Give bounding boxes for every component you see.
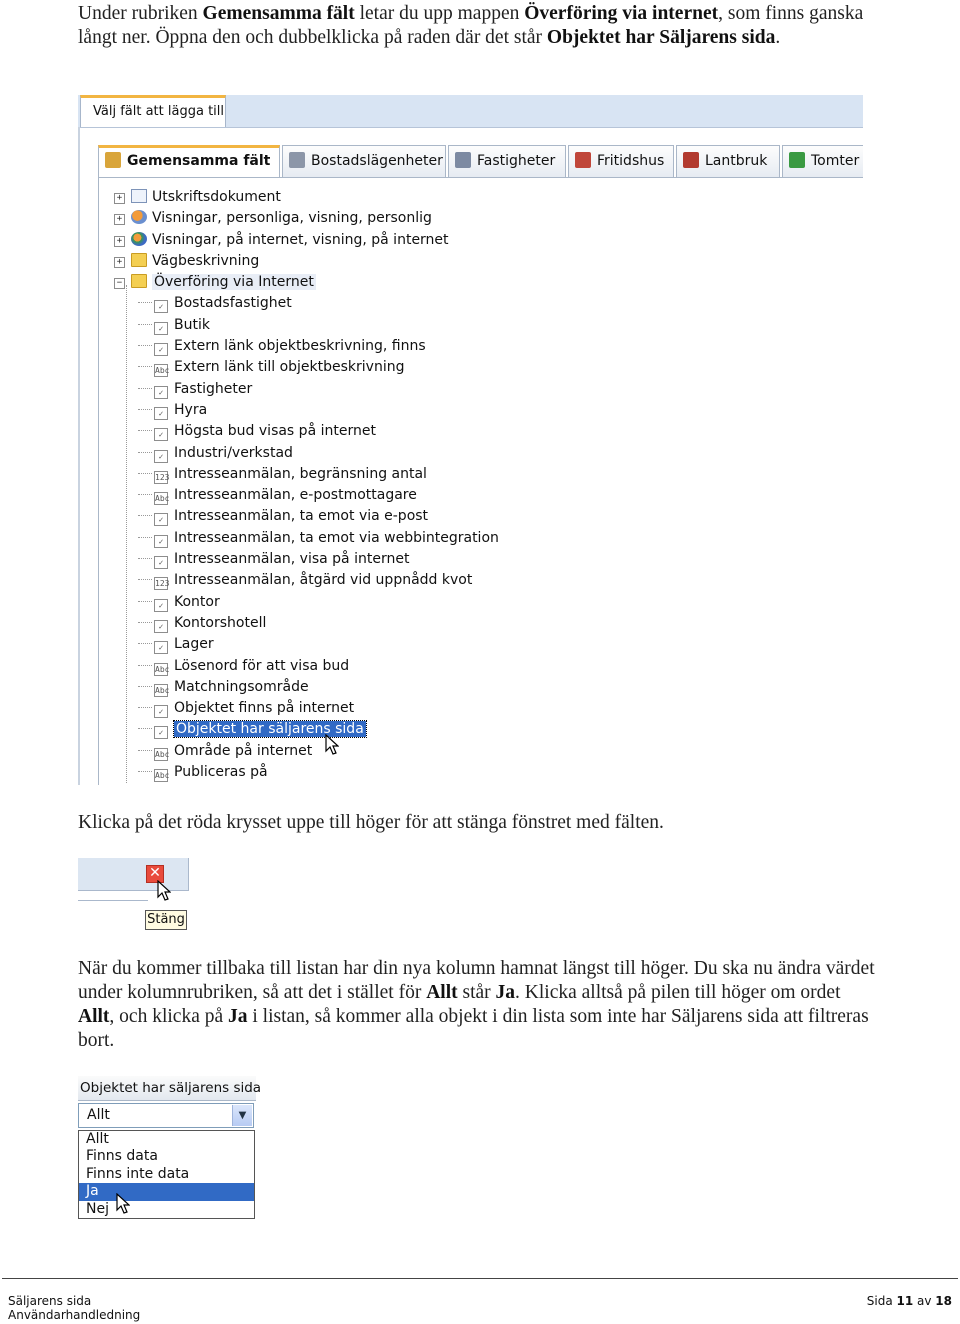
category-tabs (98, 145, 863, 177)
filter-option[interactable]: Finns inte data (86, 1165, 190, 1182)
tree-connector (138, 515, 152, 516)
tree-field-item[interactable] (114, 570, 499, 591)
tab-cottage[interactable] (568, 145, 674, 177)
tree-field-item[interactable] (114, 656, 499, 677)
tab-property[interactable] (448, 145, 566, 177)
text-field-icon: Abc (155, 494, 170, 504)
tractor-icon (683, 152, 699, 168)
window-bar (78, 858, 189, 891)
collapse-icon[interactable]: − (114, 278, 125, 289)
lot-icon (789, 152, 805, 168)
tree-folder[interactable] (114, 251, 499, 272)
intro-paragraph: Under rubriken Gemensamma fält letar du upp mappen Överföring via internet, som finns ganska långt ner. Öppna den och dubbelklicka på raden där det står Objektet har Säljarens sida. (78, 3, 864, 48)
filter-option[interactable]: Allt (86, 1131, 109, 1147)
tree-folder[interactable] (114, 208, 499, 229)
checkbox-field-icon: ✓ (154, 556, 168, 569)
tree-field-item[interactable] (114, 485, 499, 506)
apartment-icon (289, 152, 305, 168)
tree-connector (138, 345, 152, 346)
tree-connector (138, 622, 152, 623)
tree-field-label: Publiceras på (174, 764, 268, 781)
tree-field-item[interactable] (114, 634, 499, 655)
tree-connector (138, 409, 152, 410)
tree-field-label: Bostadsfastighet (174, 295, 292, 312)
footer-rule (2, 1278, 958, 1279)
tree-folder-label: Visningar, på internet, visning, på internet (152, 231, 449, 248)
tree-field-item[interactable] (114, 506, 499, 527)
checkbox-field-icon: ✓ (154, 726, 168, 739)
common-fields-icon (105, 152, 121, 168)
tree-field-item[interactable] (114, 315, 499, 336)
folder-open-icon (131, 274, 147, 288)
left-border (78, 127, 80, 785)
tab-apartment[interactable] (282, 145, 446, 177)
tab-lot[interactable] (782, 145, 863, 177)
divider (78, 900, 148, 901)
expand-icon[interactable]: + (114, 214, 125, 225)
tab-common-fields[interactable] (98, 145, 280, 177)
text-field-icon: Abc (155, 771, 170, 781)
filter-dropdown-screenshot (78, 1076, 262, 1219)
tree-connector (138, 601, 152, 602)
text-field-icon: Abc (155, 685, 170, 695)
tree-connector (138, 643, 152, 644)
tree-folder[interactable] (114, 230, 499, 251)
combo-value: Allt (87, 1107, 110, 1123)
tree-folder-label: Visningar, personliga, visning, personlig (152, 210, 432, 227)
tree-field-item[interactable] (114, 698, 499, 719)
tree-field-label: Butik (174, 316, 210, 333)
folder-icon (131, 253, 147, 267)
field-tree (114, 187, 499, 783)
field-chooser-screenshot (78, 95, 863, 785)
tree-field-item[interactable] (114, 379, 499, 400)
close-button[interactable]: ✕ (146, 865, 164, 883)
tab-label: Tomter (811, 153, 860, 169)
tab-label: Fastigheter (477, 153, 556, 169)
text-field-icon: Abc (155, 366, 170, 376)
tree-folder-label: Utskriftsdokument (152, 189, 281, 205)
checkbox-field-icon: ✓ (154, 343, 168, 356)
checkbox-field-icon: ✓ (154, 450, 168, 463)
tree-field-item[interactable] (114, 719, 499, 740)
tab-tractor[interactable] (676, 145, 780, 177)
tree-field-label: Lösenord för att visa bud (174, 657, 350, 674)
mouse-pointer-icon (325, 734, 339, 756)
tree-connector (138, 494, 152, 495)
tree-field-label: Kontor (174, 593, 220, 610)
tree-field-label: Matchningsområde (174, 678, 309, 695)
tree-connector (138, 452, 152, 453)
page-number: Sida 11 av 18 (866, 1294, 952, 1308)
expand-icon[interactable]: + (114, 193, 125, 204)
tree-field-item[interactable] (114, 677, 499, 698)
tree-field-label: Högsta bud visas på internet (174, 423, 376, 440)
tree-field-item[interactable] (114, 400, 499, 421)
cottage-icon (575, 152, 591, 168)
tree-field-label: Fastigheter (174, 380, 253, 397)
tree-field-label: Kontorshotell (174, 614, 267, 631)
tree-connector (138, 473, 152, 474)
checkbox-field-icon: ✓ (154, 386, 168, 399)
tree-field-label: Objektet har säljarens sida (176, 721, 364, 738)
filter-option[interactable]: Nej (86, 1200, 109, 1217)
tree-field-label: Objektet finns på internet (174, 700, 355, 717)
tree-field-label: Industri/verkstad (174, 444, 293, 461)
tree-connector (138, 771, 152, 772)
tab-label: Bostadslägenheter (311, 153, 443, 169)
tree-field-item[interactable] (114, 293, 499, 314)
tree-connector (138, 302, 152, 303)
mouse-pointer-icon (157, 880, 171, 902)
panel-border (98, 177, 863, 178)
tree-connector (138, 686, 152, 687)
tree-field-label: Hyra (174, 401, 208, 418)
tree-folder[interactable] (114, 272, 499, 293)
tree-connector (138, 579, 152, 580)
tree-connector (138, 430, 152, 431)
filter-option[interactable]: Ja (79, 1183, 254, 1200)
tree-field-label: Intresseanmälan, begränsning antal (174, 465, 427, 482)
tree-field-item[interactable] (114, 336, 499, 357)
tree-connector (138, 665, 152, 666)
tree-field-item[interactable] (114, 421, 499, 442)
tree-field-item[interactable] (114, 592, 499, 613)
tree-field-label: Intresseanmälan, ta emot via e-post (174, 508, 429, 525)
filter-instruction: När du kommer tillbaka till listan har din nya kolumn hamnat längst till höger. Du ska nu ändra värdet under kolumnrubriken, så att det i stället för Allt står Ja. Klicka alltså på pilen till höger om ordet Allt, och klicka på Ja i listan, så kommer alla objekt i din lista som inte har Säljarens sida att filtreras bort. (78, 958, 875, 1051)
number-field-icon: 123 (155, 579, 170, 589)
filter-combo[interactable] (78, 1103, 254, 1128)
tree-connector (138, 558, 152, 559)
checkbox-field-icon: ✓ (154, 428, 168, 441)
checkbox-field-icon: ✓ (154, 620, 168, 633)
tree-field-label: Extern länk till objektbeskrivning (174, 359, 405, 376)
tree-connector (138, 750, 152, 751)
checkbox-field-icon: ✓ (154, 535, 168, 548)
tab-label: Lantbruk (705, 153, 768, 169)
checkbox-field-icon: ✓ (154, 599, 168, 612)
tree-field-item[interactable] (114, 741, 499, 762)
tree-connector (138, 707, 152, 708)
tree-field-item[interactable] (114, 613, 499, 634)
document-icon (131, 189, 147, 203)
dropdown-arrow-icon[interactable]: ▼ (232, 1105, 252, 1126)
expand-icon[interactable]: + (114, 236, 125, 247)
tree-field-item[interactable] (114, 357, 499, 378)
tree-field-label: Intresseanmälan, ta emot via webbintegration (174, 529, 499, 546)
tree-field-label: Intresseanmälan, e-postmottagare (174, 487, 417, 504)
footer-subtitle: Användarhandledning (8, 1308, 141, 1322)
tree-field-label: Intresseanmälan, åtgärd vid uppnådd kvot (174, 572, 473, 589)
close-instruction: Klicka på det röda krysset uppe till höger för att stänga fönstret med fälten. (78, 812, 664, 833)
column-header[interactable]: Objektet har säljarens sida (78, 1076, 256, 1101)
close-button-screenshot (78, 858, 190, 934)
checkbox-field-icon: ✓ (154, 300, 168, 313)
filter-options-list (78, 1130, 255, 1219)
tree-field-label: Intresseanmälan, visa på internet (174, 551, 410, 568)
tree-connector (138, 388, 152, 389)
panel-left-border (98, 177, 99, 785)
tree-field-item[interactable] (114, 762, 499, 783)
checkbox-field-icon: ✓ (154, 407, 168, 420)
checkbox-field-icon: ✓ (154, 322, 168, 335)
tree-folder-label: Vägbeskrivning (152, 252, 260, 269)
checkbox-field-icon: ✓ (154, 641, 168, 654)
people-icon (131, 210, 147, 224)
tree-field-label: Område på internet (174, 742, 313, 759)
tree-folder-label: Överföring via Internet (154, 274, 314, 291)
expand-icon[interactable]: + (114, 257, 125, 268)
checkbox-field-icon: ✓ (154, 513, 168, 526)
tree-field-label: Extern länk objektbeskrivning, finns (174, 338, 426, 355)
text-field-icon: Abc (155, 664, 170, 674)
tab-label: Fritidshus (597, 153, 665, 169)
number-field-icon: 123 (155, 472, 170, 482)
tree-connector (138, 537, 152, 538)
checkbox-field-icon: ✓ (154, 705, 168, 718)
tree-field-item[interactable] (114, 549, 499, 570)
globe-people-icon (131, 232, 147, 246)
property-icon (455, 152, 471, 168)
mouse-pointer-icon (116, 1193, 130, 1215)
tree-field-item[interactable] (114, 443, 499, 464)
filter-option[interactable]: Finns data (86, 1148, 158, 1165)
tree-connector (138, 324, 152, 325)
text-field-icon: Abc (155, 749, 170, 759)
close-tooltip: Stäng (145, 910, 187, 930)
tree-folder[interactable] (114, 187, 499, 208)
tab-label: Gemensamma fält (127, 153, 271, 169)
tree-connector (138, 728, 152, 729)
tree-field-label: Lager (174, 636, 214, 653)
tree-connector (138, 366, 152, 367)
outer-tab-choose-fields[interactable]: Välj fält att lägga till (80, 95, 226, 127)
tree-field-item[interactable] (114, 528, 499, 549)
footer-title: Säljarens sida (8, 1294, 92, 1308)
tree-field-item[interactable] (114, 464, 499, 485)
